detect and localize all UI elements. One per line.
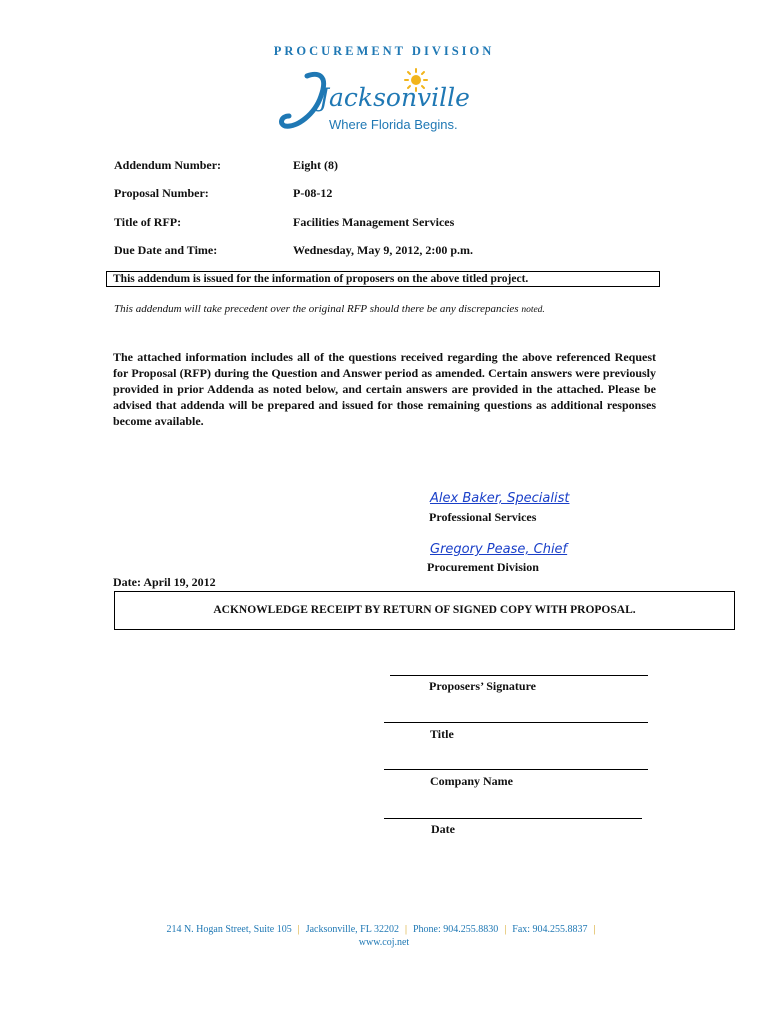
company-name-label: Company Name (430, 774, 513, 788)
rfp-title-value: Facilities Management Services (293, 215, 455, 229)
division-title: PROCUREMENT DIVISION (273, 44, 495, 58)
date-label: Date (431, 822, 455, 836)
rfp-title-label: Title of RFP: (114, 215, 182, 229)
company-name-line[interactable] (384, 769, 648, 770)
body-paragraph: The attached information includes all of the questions received regarding the above referenced Request for Proposal (RFP) during the Question and Answer period as amended. Certain answers were previously provided in prior Addenda as noted below, and certain answers are provided in the attached. Please be advised that addenda will be prepared and issued for those remaining questions as additional responses become available. (113, 350, 656, 428)
date-line[interactable] (384, 818, 642, 819)
precedence-note (114, 303, 545, 315)
signature-chief: Gregory Pease, Chief (430, 542, 568, 557)
jacksonville-logo (277, 66, 489, 140)
footer-separator: | (297, 924, 300, 935)
proposal-number-value: P-08-12 (293, 186, 333, 200)
department-professional-services: Professional Services (429, 510, 537, 524)
acknowledge-box: ACKNOWLEDGE RECEIPT BY RETURN OF SIGNED COPY WITH PROPOSAL. (114, 591, 735, 630)
title-line[interactable] (384, 722, 648, 723)
footer (0, 923, 768, 949)
issue-date: Date: April 19, 2012 (113, 575, 216, 589)
precedence-note-tail: noted. (521, 305, 545, 315)
due-date-value: Wednesday, May 9, 2012, 2:00 p.m. (293, 243, 474, 257)
notice-box: This addendum is issued for the information of proposers on the above titled project. (106, 271, 660, 287)
addendum-number-value: Eight (8) (293, 158, 338, 172)
proposal-number-label: Proposal Number: (114, 186, 209, 200)
logo-tagline: Where Florida Begins. (329, 117, 458, 132)
footer-website[interactable]: www.coj.net (358, 937, 410, 948)
footer-address: 214 N. Hogan Street, Suite 105 (166, 924, 292, 935)
logo-wordmark: Jacksonville (319, 83, 470, 112)
footer-fax: Fax: 904.255.8837 (512, 924, 588, 935)
signature-specialist: Alex Baker, Specialist (430, 491, 570, 506)
due-date-label: Due Date and Time: (114, 243, 218, 257)
footer-separator: | (504, 924, 507, 935)
addendum-number-label: Addendum Number: (114, 158, 222, 172)
department-procurement: Procurement Division (427, 560, 539, 574)
footer-separator: | (404, 924, 407, 935)
footer-city: Jacksonville, FL 32202 (305, 924, 399, 935)
title-label: Title (430, 727, 454, 741)
precedence-note-text: This addendum will take precedent over the original RFP should there be any discrepancies (114, 303, 519, 315)
proposer-signature-label: Proposers’ Signature (429, 679, 536, 693)
footer-phone: Phone: 904.255.8830 (412, 924, 499, 935)
signature-line[interactable] (390, 675, 648, 676)
footer-separator: | (593, 924, 596, 935)
footer-contact-line (0, 923, 768, 936)
